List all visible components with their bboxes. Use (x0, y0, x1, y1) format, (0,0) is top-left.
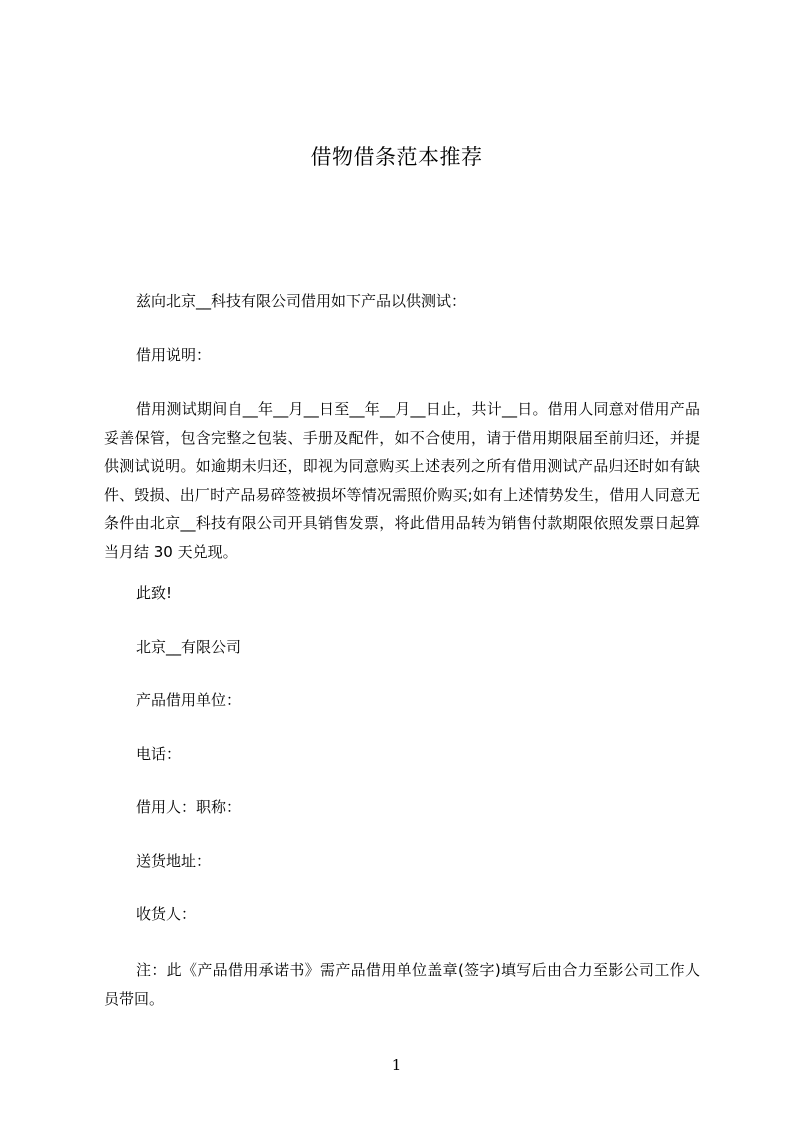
borrow-unit-field: 产品借用单位： (136, 691, 242, 709)
document-title: 借物借条范本推荐 (310, 145, 483, 169)
page-number: 1 (391, 1056, 402, 1074)
terms-paragraph: 借用测试期间自__年__月__日至__年__月__日止，共计__日。借用人同意对借用产品妥善保管，包含完整之包装、手册及配件，如不合使用，请于借用期限届至前归还，并提供测试说明。如逾期未归还，即视为同意购买上述表列之所有借用测试产品归还时如有缺件、毁损、出厂时产品易碎签被损坏等情况需照价购买;如有上述情势发生，借用人同意无条件由北京__科技有限公司开具销售发票，将此借用品转为销售付款期限依照发票日起算当月结 30 天兑现。 (104, 400, 700, 561)
delivery-address-field: 送货地址： (136, 852, 212, 870)
closing-text: 此致! (136, 584, 173, 602)
company-name: 北京__有限公司 (136, 638, 242, 656)
borrower-title-field: 借用人：职称： (136, 798, 242, 816)
phone-field: 电话： (136, 745, 182, 763)
receiver-field: 收货人： (136, 905, 197, 923)
note-paragraph: 注：此《产品借用承诺书》需产品借用单位盖章(签字)填写后由合力至影公司工作人员带回。 (104, 961, 700, 1008)
section-label: 借用说明： (136, 346, 212, 364)
intro-paragraph: 兹向北京__科技有限公司借用如下产品以供测试： (136, 292, 467, 310)
